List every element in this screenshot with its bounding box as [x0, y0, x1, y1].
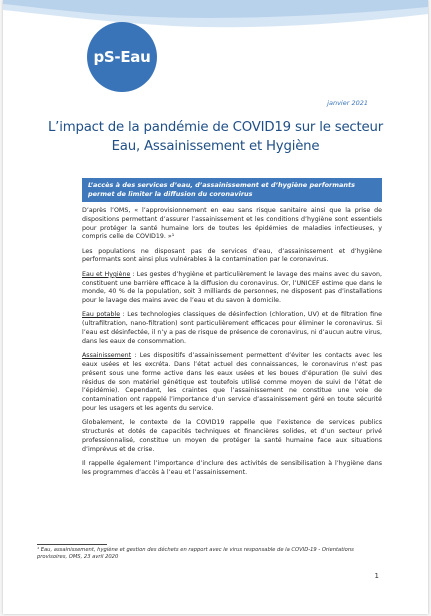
- logo-text: pS-Eau: [93, 48, 151, 66]
- paragraph-rappelle: Il rappelle également l’importance d’inclure des activités de sensibilisation à l’hygiène dans les programmes d’accès à l’eau et l’assainissement.: [82, 459, 382, 476]
- footnote: ¹ Eau, assainissement, hygiène et gestion des déchets en rapport avec le virus responsable de la COVID-19 - Orientations provisoires, OMS, 23 avril 2020: [37, 547, 354, 561]
- pseau-logo: [87, 22, 157, 92]
- publication-date: janvier 2021: [327, 99, 368, 107]
- paragraph-populations: Les populations ne disposant pas de services d’eau, d’assainissement et d’hygiène performants sont ainsi plus vulnérables à la contamination par le coronavirus.: [82, 247, 382, 264]
- document-page: [3, 0, 428, 614]
- text-eau-hygiene: : Les gestes d’hygiène et particulièrement le lavage des mains avec du savon, constituent une barrière efficace à la diffusion du coronavirus. Or, l’UNICEF estime que dans le monde, 40 % de la population, soit 3 milliards de personnes, ne disposent pas d’installations pour le lavage des mains avec de l’eau et du savon à domicile.: [82, 270, 382, 305]
- text-assainissement: : Les dispositifs d’assainissement permettent d’éviter les contacts avec les eaux usées et les excréta. Dans l’état actuel des connaissances, le coronavirus n’est pas présent sous une forme active dans les eaux usées et les boues d’épuration (le suivi des résidus de son matériel génétique est toutefois utilisé comme moyen de suivi de l’état de l’épidémie). Cependant, les craintes que l’assainissement ne constitue une voie de contamination ont rappelé l’importance d’un service d’assainissement géré en toute sécurité pour les usagers et les agents du service.: [82, 352, 382, 412]
- section-banner: L’accès à des services d’eau, d’assainissement et d’hygiène performants permet de limiter la diffusion du coronavirus: [82, 178, 382, 202]
- title-line-1: L’impact de la pandémie de COVID19 sur le secteur: [47, 120, 384, 135]
- paragraph-oms: D’après l’OMS, « l’approvisionnement en eau sans risque sanitaire ainsi que la prise de dispositions permettant d’assurer l’assainissement et les conditions d’hygiène sont essentiels pour protéger la santé humaine lors de toutes les épidémies de maladies infectieuses, y compris celle de COVID19. »¹: [82, 207, 382, 241]
- paragraph-eau-potable: [82, 311, 382, 346]
- text-eau-potable: : Les technologies classiques de désinfection (chloration, UV) et de filtration fine (ultrafiltration, nano-filtration) sont particulièrement efficaces pour éliminer le coronavirus. Si l’eau est désinfectée, il n’y a pas de risque de présence de coronavirus, ni d’aucun autre virus, dans les eaux de consommation.: [82, 311, 382, 345]
- paragraph-assainissement: [82, 352, 382, 414]
- page-number: 1: [374, 572, 379, 580]
- label-eau-potable: Eau potable: [82, 311, 121, 319]
- footnote-divider: [37, 544, 107, 545]
- title-line-2: Eau, Assainissement et Hygiène: [111, 139, 320, 154]
- body-text: [82, 207, 382, 483]
- label-assainissement: Assainissement: [82, 352, 132, 360]
- label-eau-hygiene: Eau et Hygiène: [82, 270, 131, 278]
- document-title: [33, 118, 398, 156]
- paragraph-eau-hygiene: [82, 271, 382, 306]
- header-wave: [3, 0, 428, 40]
- paragraph-globalement: Globalement, le contexte de la COVID19 rappelle que l’existence de services publics structurés et dotés de capacités techniques et financières solides, et d’un secteur privé professionnalisé, constitue un moyen de protéger la santé humaine face aux situations d’imprévus et de crise.: [82, 419, 382, 453]
